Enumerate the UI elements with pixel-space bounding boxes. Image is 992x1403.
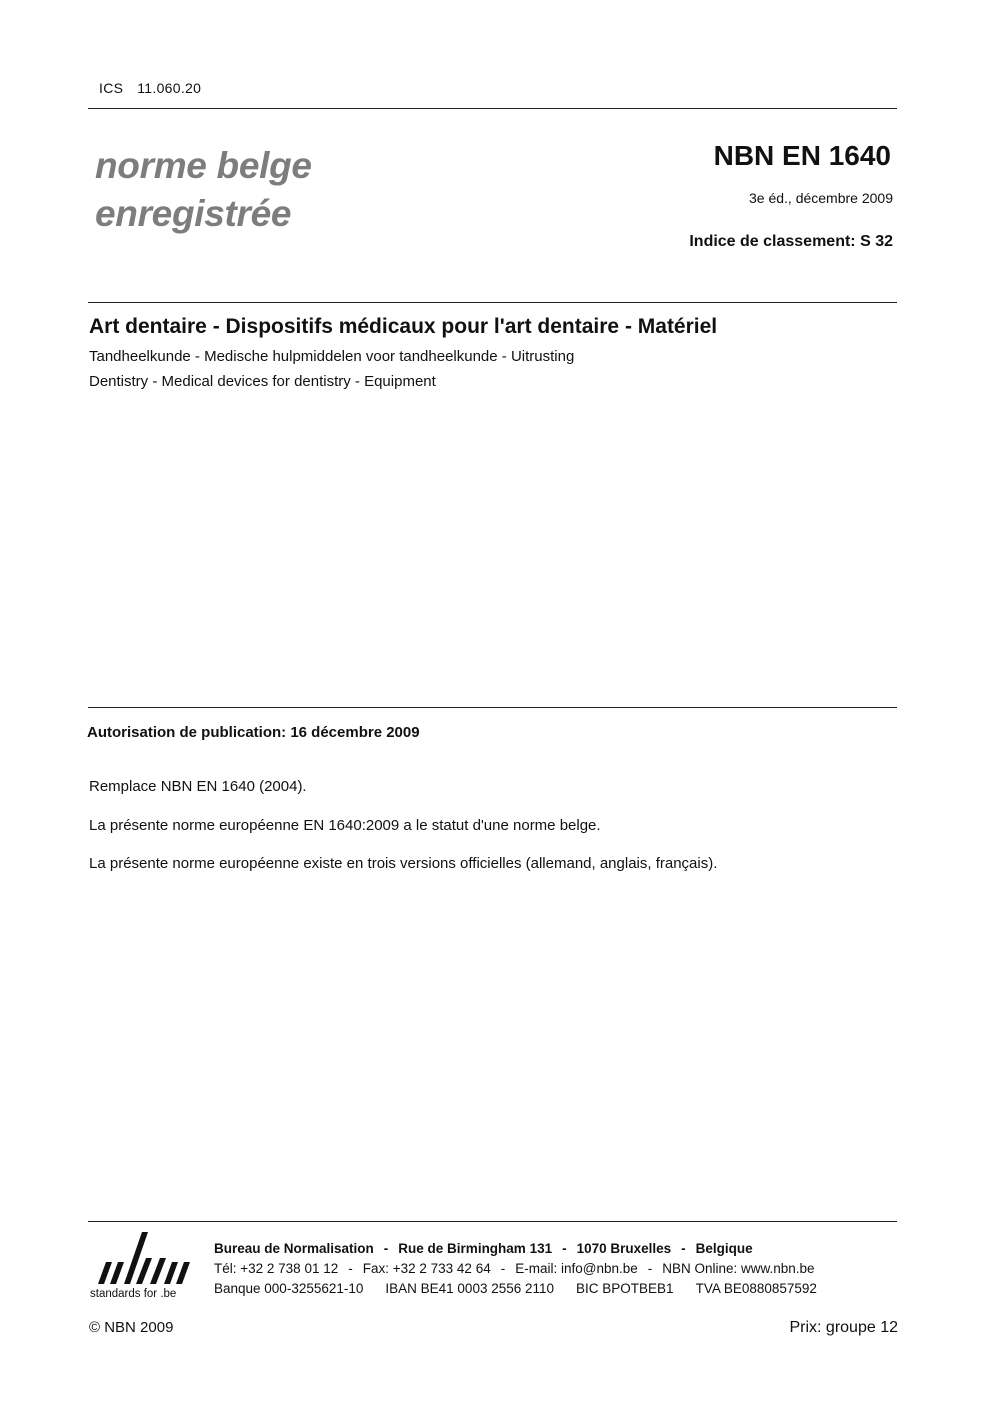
title-french: Art dentaire - Dispositifs médicaux pour l'art dentaire - Matériel [89, 315, 718, 338]
ics-code: 11.060.20 [137, 80, 202, 96]
city: 1070 Bruxelles [576, 1241, 672, 1256]
footer-address-line [214, 1241, 753, 1256]
fax: Fax: +32 2 733 42 64 [362, 1261, 491, 1276]
separator: - [383, 1241, 389, 1256]
title-dutch: Tandheelkunde - Medische hulpmiddelen voor tandheelkunde - Uitrusting [89, 348, 575, 365]
bank-account: Banque 000-3255621-10 [214, 1281, 364, 1296]
separator: - [647, 1261, 653, 1276]
bic: BIC BPOTBEB1 [576, 1281, 674, 1296]
ics-classification [99, 80, 201, 96]
footer-contact-line [214, 1261, 815, 1276]
paragraph-replaces: Remplace NBN EN 1640 (2004). [89, 778, 307, 795]
separator: - [681, 1241, 686, 1256]
footer-rule [88, 1221, 897, 1222]
email[interactable]: E-mail: info@nbn.be [515, 1261, 638, 1276]
norme-belge-heading [95, 142, 312, 238]
vat-number: TVA BE0880857592 [695, 1281, 817, 1296]
title-english: Dentistry - Medical devices for dentistry - Equipment [89, 373, 436, 390]
copyright: © NBN 2009 [89, 1319, 174, 1336]
country: Belgique [695, 1241, 753, 1256]
iban: IBAN BE41 0003 2556 2110 [385, 1281, 555, 1296]
publication-rule [88, 707, 897, 708]
nbn-logo [88, 1228, 200, 1306]
publication-authorisation: Autorisation de publication: 16 décembre 2009 [87, 724, 420, 741]
ics-label: ICS [99, 80, 124, 96]
classification-index: Indice de classement: S 32 [689, 233, 893, 250]
logo-tagline: standards for .be [90, 1288, 177, 1300]
street-address: Rue de Birmingham 131 [398, 1241, 553, 1256]
separator: - [500, 1261, 506, 1276]
paragraph-versions: La présente norme européenne existe en trois versions officielles (allemand, anglais, français). [89, 855, 718, 872]
edition-date: 3e éd., décembre 2009 [749, 190, 893, 206]
nbn-online[interactable]: NBN Online: www.nbn.be [662, 1261, 815, 1276]
price-group: Prix: groupe 12 [789, 1319, 898, 1336]
telephone: Tél: +32 2 738 01 12 [214, 1261, 339, 1276]
norme-line-2: enregistrée [95, 193, 292, 234]
separator: - [348, 1261, 353, 1276]
document-id: NBN EN 1640 [713, 140, 891, 171]
bureau-name: Bureau de Normalisation [214, 1241, 374, 1256]
title-rule [88, 302, 897, 303]
separator: - [562, 1241, 567, 1256]
norme-line-1: norme belge [95, 145, 312, 186]
paragraph-status: La présente norme européenne EN 1640:2009 a le statut d'une norme belge. [89, 817, 601, 834]
header-rule [88, 108, 897, 109]
footer-bank-line [214, 1281, 817, 1296]
nbn-logo-mark [88, 1228, 200, 1288]
